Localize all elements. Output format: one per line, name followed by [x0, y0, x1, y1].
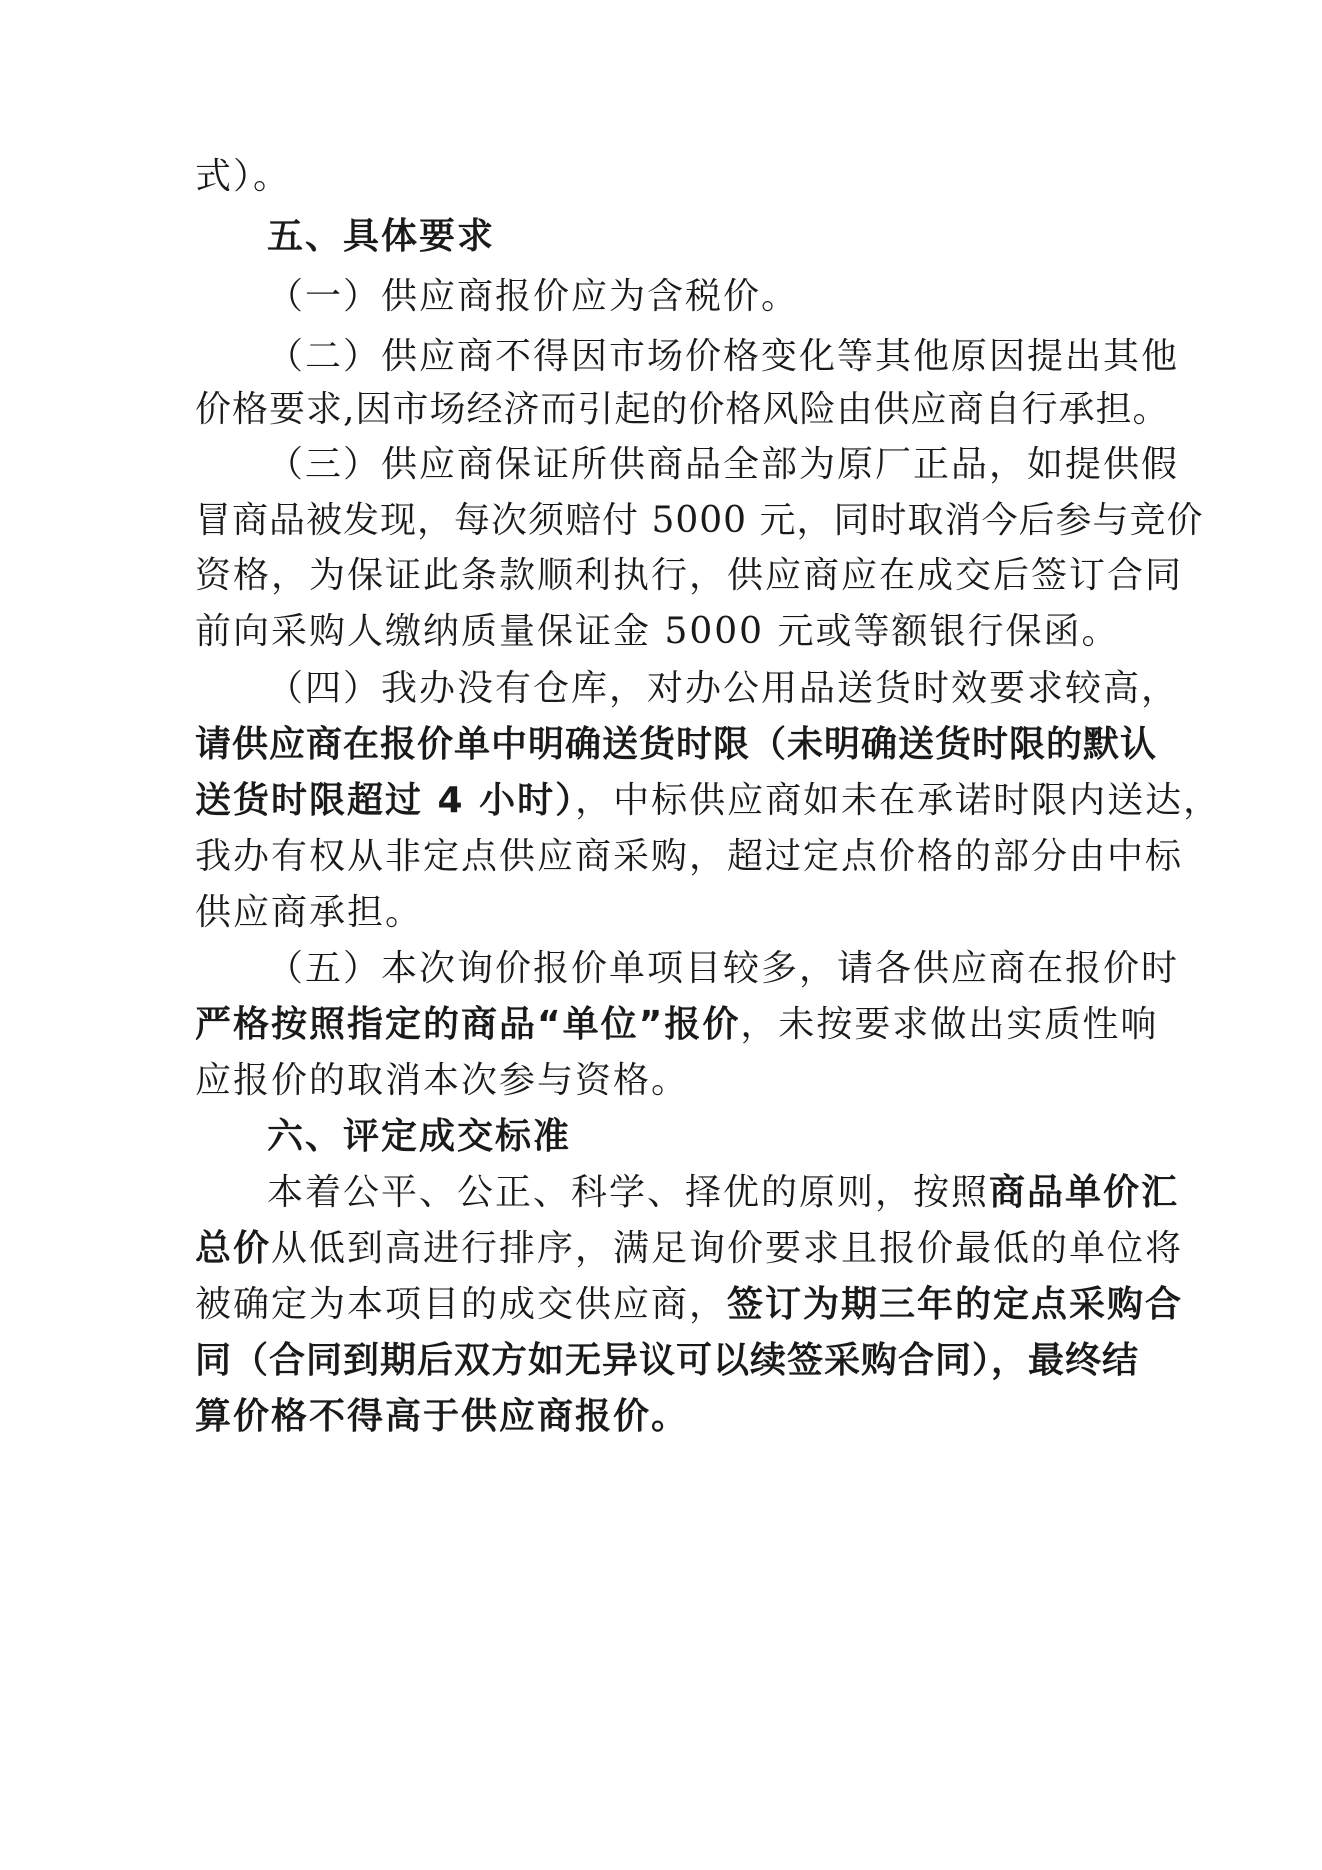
paragraph-1-line: [267, 272, 1135, 322]
paragraph-4-line: [195, 888, 1135, 938]
paragraph-6-line: [195, 1224, 1184, 1274]
text: 前向采购人缴纳质量保证金 5000 元或等额银行保函。: [195, 611, 1120, 652]
bold-text: 同（合同到期后双方如无异议可以续签采购合同），最终结: [195, 1340, 1140, 1381]
section-heading-6: [267, 1112, 1135, 1162]
text: （五）本次询价报价单项目较多，请各供应商在报价时: [267, 948, 1180, 989]
text: ，未按要求做出实质性响: [740, 1004, 1159, 1045]
text: （三）供应商保证所供商品全部为原厂正品，如提供假: [267, 444, 1180, 485]
text: 式）。: [195, 156, 292, 197]
text: 本着公平、公正、科学、择优的原则，按照: [267, 1172, 990, 1213]
bold-text: 总价: [195, 1228, 272, 1269]
paragraph-6-line-bold: [195, 1392, 1135, 1442]
paragraph-3-line: [195, 496, 1204, 546]
heading-text: 五、具体要求: [267, 216, 496, 257]
text: 冒商品被发现，每次须赔付 5000 元，同时取消今后参与竞价: [195, 500, 1204, 541]
paragraph-5-line: [267, 944, 1180, 994]
paragraph-4-line: [195, 776, 1222, 826]
bold-text: 签订为期三年的定点采购合: [727, 1284, 1184, 1325]
text: 被确定为本项目的成交供应商，: [195, 1284, 728, 1325]
paragraph-6-line: [267, 1168, 1180, 1218]
paragraph-4-line-bold: [195, 720, 1158, 770]
text: 从低到高进行排序，满足询价要求且报价最低的单位将: [271, 1228, 1184, 1269]
paragraph-2-line: [267, 332, 1180, 382]
heading-text: 六、评定成交标准: [267, 1116, 572, 1157]
text: 应报价的取消本次参与资格。: [195, 1060, 690, 1101]
paragraph-6-line: [195, 1280, 1184, 1330]
text-line: [195, 152, 1135, 202]
paragraph-4-line: [195, 832, 1184, 882]
bold-text: 请供应商在报价单中明确送货时限（未明确送货时限的默认: [195, 724, 1158, 765]
bold-text: 严格按照指定的商品“单位”报价: [195, 1004, 741, 1045]
section-heading-5: [267, 212, 1135, 262]
bold-text: 算价格不得高于供应商报价。: [195, 1396, 690, 1437]
paragraph-3-line: [267, 440, 1180, 490]
paragraph-2-line: [195, 385, 1170, 435]
paragraph-5-line: [195, 1000, 1159, 1050]
text: （二）供应商不得因市场价格变化等其他原因提出其他: [267, 336, 1180, 377]
bold-text: 商品单价汇: [989, 1172, 1180, 1213]
text: ，中标供应商如未在承诺时限内送达，: [575, 780, 1222, 821]
bold-text: 送货时限超过 4 小时）: [195, 780, 576, 821]
text: 供应商承担。: [195, 892, 424, 933]
paragraph-6-line-bold: [195, 1336, 1140, 1386]
paragraph-5-line: [195, 1056, 1135, 1106]
text: （四）我办没有仓库，对办公用品送货时效要求较高，: [267, 668, 1180, 709]
paragraph-3-line: [195, 551, 1184, 601]
paragraph-3-line: [195, 607, 1135, 657]
text: 资格，为保证此条款顺利执行，供应商应在成交后签订合同: [195, 555, 1184, 596]
text: 我办有权从非定点供应商采购，超过定点价格的部分由中标: [195, 836, 1184, 877]
text: （一）供应商报价应为含税价。: [267, 276, 800, 317]
paragraph-4-line: [267, 664, 1180, 714]
text: 价格要求,因市场经济而引起的价格风险由供应商自行承担。: [195, 389, 1170, 430]
